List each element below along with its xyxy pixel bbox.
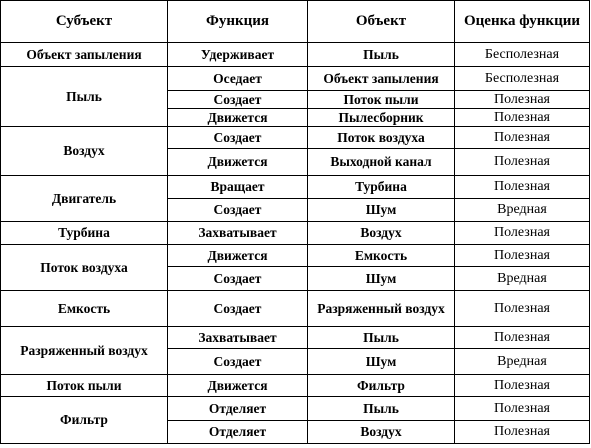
table-row [1, 327, 590, 349]
object-cell: Шум [308, 199, 455, 222]
rating-cell: Полезная [455, 91, 590, 109]
object-cell: Пылесборник [308, 109, 455, 127]
function-cell: Движется [168, 149, 308, 176]
table-row [1, 67, 590, 91]
table-row [1, 245, 590, 267]
function-cell: Создает [168, 291, 308, 327]
subject-cell: Пыль [1, 67, 168, 127]
function-cell: Создает [168, 91, 308, 109]
rating-cell: Полезная [455, 127, 590, 149]
rating-cell: Вредная [455, 199, 590, 222]
function-cell: Движется [168, 109, 308, 127]
header-object: Объект [308, 1, 455, 43]
function-cell: Удерживает [168, 43, 308, 67]
subject-cell: Поток воздуха [1, 245, 168, 291]
header-subject: Субъект [1, 1, 168, 43]
object-cell: Поток пыли [308, 91, 455, 109]
subject-cell: Турбина [1, 222, 168, 245]
subject-cell: Фильтр [1, 397, 168, 444]
function-cell: Оседает [168, 67, 308, 91]
table-row [1, 222, 590, 245]
function-cell: Движется [168, 245, 308, 267]
object-cell: Объект запыления [308, 67, 455, 91]
subject-cell: Разряженный воздух [1, 327, 168, 375]
object-cell: Пыль [308, 43, 455, 67]
table-row [1, 43, 590, 67]
subject-cell: Объект запыления [1, 43, 168, 67]
function-cell: Захватывает [168, 327, 308, 349]
object-cell: Шум [308, 349, 455, 375]
rating-cell: Бесполезная [455, 43, 590, 67]
table-row [1, 375, 590, 397]
object-cell: Шум [308, 267, 455, 291]
rating-cell: Полезная [455, 222, 590, 245]
function-cell: Создает [168, 199, 308, 222]
table-row [1, 291, 590, 327]
function-cell: Захватывает [168, 222, 308, 245]
table-row [1, 397, 590, 421]
rating-cell: Полезная [455, 109, 590, 127]
rating-cell: Вредная [455, 267, 590, 291]
rating-cell: Вредная [455, 349, 590, 375]
function-cell: Создает [168, 349, 308, 375]
rating-cell: Полезная [455, 245, 590, 267]
subject-cell: Воздух [1, 127, 168, 176]
object-cell: Разряженный воздух [308, 291, 455, 327]
function-cell: Создает [168, 127, 308, 149]
function-cell: Вращает [168, 176, 308, 199]
function-cell: Отделяет [168, 397, 308, 421]
subject-cell: Двигатель [1, 176, 168, 222]
subject-cell: Емкость [1, 291, 168, 327]
function-cell: Создает [168, 267, 308, 291]
header-function: Функция [168, 1, 308, 43]
function-cell: Отделяет [168, 421, 308, 444]
table-row [1, 176, 590, 199]
rating-cell: Полезная [455, 291, 590, 327]
header-row [1, 1, 590, 43]
object-cell: Выходной канал [308, 149, 455, 176]
rating-cell: Полезная [455, 421, 590, 444]
table-row [1, 127, 590, 149]
rating-cell: Полезная [455, 327, 590, 349]
header-rating: Оценка функции [455, 1, 590, 43]
rating-cell: Бесполезная [455, 67, 590, 91]
object-cell: Поток воздуха [308, 127, 455, 149]
object-cell: Пыль [308, 327, 455, 349]
object-cell: Турбина [308, 176, 455, 199]
subject-cell: Поток пыли [1, 375, 168, 397]
object-cell: Воздух [308, 222, 455, 245]
object-cell: Воздух [308, 421, 455, 444]
object-cell: Фильтр [308, 375, 455, 397]
object-cell: Емкость [308, 245, 455, 267]
rating-cell: Полезная [455, 176, 590, 199]
rating-cell: Полезная [455, 149, 590, 176]
rating-cell: Полезная [455, 375, 590, 397]
function-cell: Движется [168, 375, 308, 397]
rating-cell: Полезная [455, 397, 590, 421]
object-cell: Пыль [308, 397, 455, 421]
